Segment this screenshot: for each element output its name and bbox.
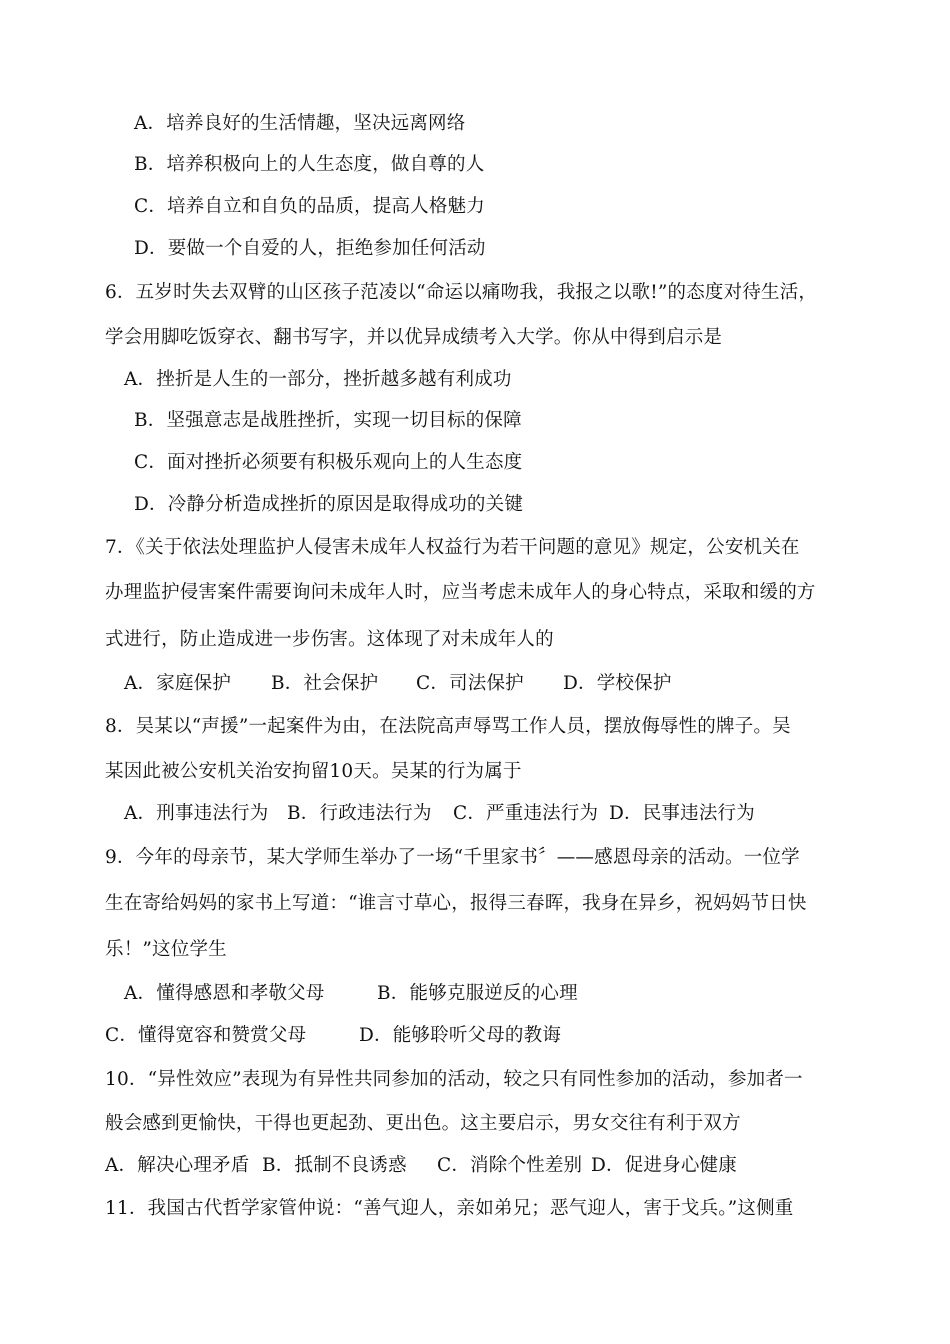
option-a: A．挫折是人生的一部分，挫折越多越有利成功 <box>124 369 512 390</box>
option-d: D．能够聆听父母的教诲 <box>359 1025 562 1046</box>
question-text: 般会感到更愉快，干得也更起劲、更出色。这主要启示，男女交往有利于双方 <box>105 1113 741 1134</box>
option-b: B．能够克服逆反的心理 <box>377 983 578 1004</box>
question-text: 生在寄给妈妈的家书上写道：“谁言寸草心，报得三春晖，我身在异乡，祝妈妈节日快 <box>105 893 807 914</box>
option-b: B．抵制不良诱惑 <box>262 1155 407 1176</box>
option-a: A．懂得感恩和孝敬父母 <box>124 983 325 1004</box>
option-b: B．行政违法行为 <box>287 803 432 824</box>
option-d: D．要做一个自爱的人，拒绝参加任何活动 <box>134 238 486 259</box>
option-c: C．消除个性差别 <box>437 1155 583 1176</box>
option-b: B．坚强意志是战胜挫折，实现一切目标的保障 <box>134 410 522 431</box>
option-d: D．学校保护 <box>563 673 672 694</box>
question-text: 某因此被公安机关治安拘留10天。吴某的行为属于 <box>105 761 522 782</box>
question-text: 办理监护侵害案件需要询问未成年人时，应当考虑未成年人的身心特点，采取和缓的方 <box>105 582 816 603</box>
option-c: C．懂得宽容和赞赏父母 <box>105 1025 307 1046</box>
option-a: A．解决心理矛盾 <box>105 1155 250 1176</box>
question-text: 9．今年的母亲节，某大学师生举办了一场“千里家书〞——感恩母亲的活动。一位学 <box>105 847 800 868</box>
option-b: B．培养积极向上的人生态度，做自尊的人 <box>134 154 485 175</box>
option-c: C．严重违法行为 <box>453 803 599 824</box>
option-c: C．司法保护 <box>416 673 524 694</box>
question-text: 11．我国古代哲学家管仲说：“善气迎人，亲如弟兄；恶气迎人，害于戈兵。”这侧重 <box>105 1198 794 1219</box>
option-a: A．刑事违法行为 <box>124 803 269 824</box>
option-b: B．社会保护 <box>271 673 379 694</box>
option-d: D．民事违法行为 <box>609 803 755 824</box>
option-d: D．冷静分析造成挫折的原因是取得成功的关键 <box>134 494 524 515</box>
question-text: 6．五岁时失去双臂的山区孩子范凌以“命运以痛吻我，我报之以歌!”的态度对待生活， <box>105 282 818 303</box>
option-c: C．培养自立和自负的品质，提高人格魅力 <box>134 196 485 217</box>
question-text: 式进行，防止造成进一步伤害。这体现了对未成年人的 <box>105 629 554 650</box>
option-d: D．促进身心健康 <box>591 1155 737 1176</box>
option-c: C．面对挫折必须要有积极乐观向上的人生态度 <box>134 452 523 473</box>
option-a: A．家庭保护 <box>124 673 232 694</box>
option-a: A．培养良好的生活情趣，坚决远离网络 <box>134 113 466 134</box>
question-text: 乐！”这位学生 <box>105 939 227 960</box>
question-text: 学会用脚吃饭穿衣、翻书写字，并以优异成绩考入大学。你从中得到启示是 <box>105 327 723 348</box>
question-text: 8．吴某以“声援”一起案件为由，在法院高声辱骂工作人员，摆放侮辱性的牌子。吴 <box>105 716 791 737</box>
question-text: 7．《关于依法处理监护人侵害未成年人权益行为若干问题的意见》规定，公安机关在 <box>105 537 800 558</box>
question-text: 10．“异性效应”表现为有异性共同参加的活动，较之只有同性参加的活动，参加者一 <box>105 1069 803 1090</box>
